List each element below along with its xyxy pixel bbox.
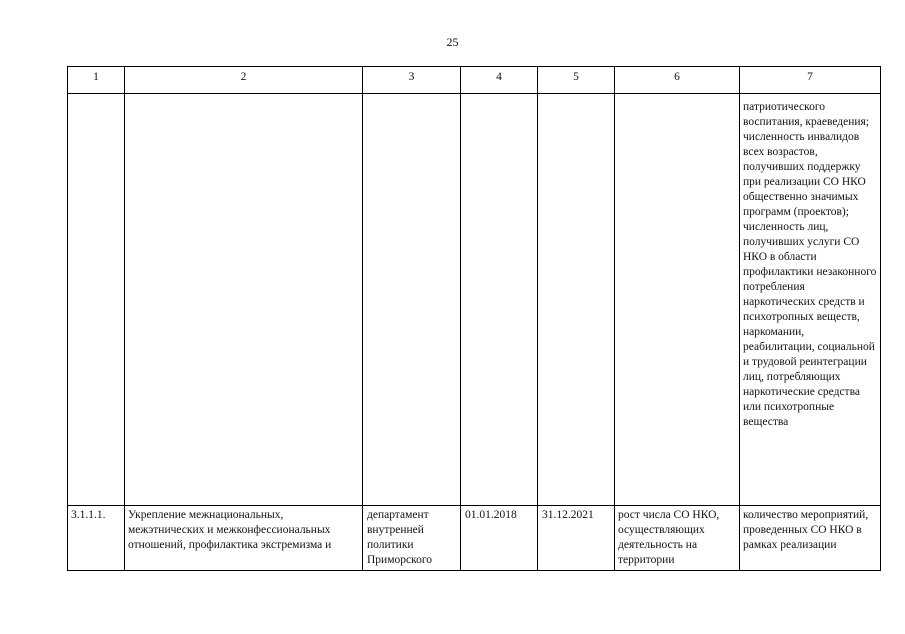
table-cell-indicator: количество мероприятий, проведенных СО НКО в рамках реализации: [740, 506, 881, 571]
column-header-2: 2: [125, 67, 363, 94]
table-cell-name: [125, 94, 363, 506]
table-row: [68, 506, 881, 571]
table-row: [68, 94, 881, 506]
column-header-3: 3: [363, 67, 461, 94]
column-header-4: 4: [461, 67, 538, 94]
column-header-6: 6: [615, 67, 740, 94]
table-cell-number: [68, 94, 125, 506]
table-cell-end-date: 31.12.2021: [538, 506, 615, 571]
column-header-5: 5: [538, 67, 615, 94]
page-number: 25: [446, 35, 459, 49]
table-cell-start-date: [461, 94, 538, 506]
table-cell-end-date: [538, 94, 615, 506]
column-header-7: 7: [740, 67, 881, 94]
table-cell-number: 3.1.1.1.: [68, 506, 125, 571]
table-cell-responsible: департамент внутренней политики Приморского: [363, 506, 461, 571]
table-cell-responsible: [363, 94, 461, 506]
table-cell-result: рост числа СО НКО, осуществляющих деятельность на территории: [615, 506, 740, 571]
table-cell-result: [615, 94, 740, 506]
program-table: [67, 66, 881, 571]
table-header-row: [68, 67, 881, 94]
table-cell-indicator: патриотического воспитания, краеведения; численность инвалидов всех возрастов, получивших поддержку при реализации СО НКО общественно значимых программ (проектов); численность лиц, получивших услуги СО НКО в области профилактики незаконного потребления наркотических средств и психотропных веществ, наркомании, реабилитации, социальной и трудовой реинтеграции лиц, потребляющих наркотические средства или психотропные вещества: [740, 94, 881, 506]
column-header-1: 1: [68, 67, 125, 94]
table-cell-start-date: 01.01.2018: [461, 506, 538, 571]
table-cell-name: Укрепление межнациональных, межэтнических и межконфессиональных отношений, профилактика экстремизма и: [125, 506, 363, 571]
